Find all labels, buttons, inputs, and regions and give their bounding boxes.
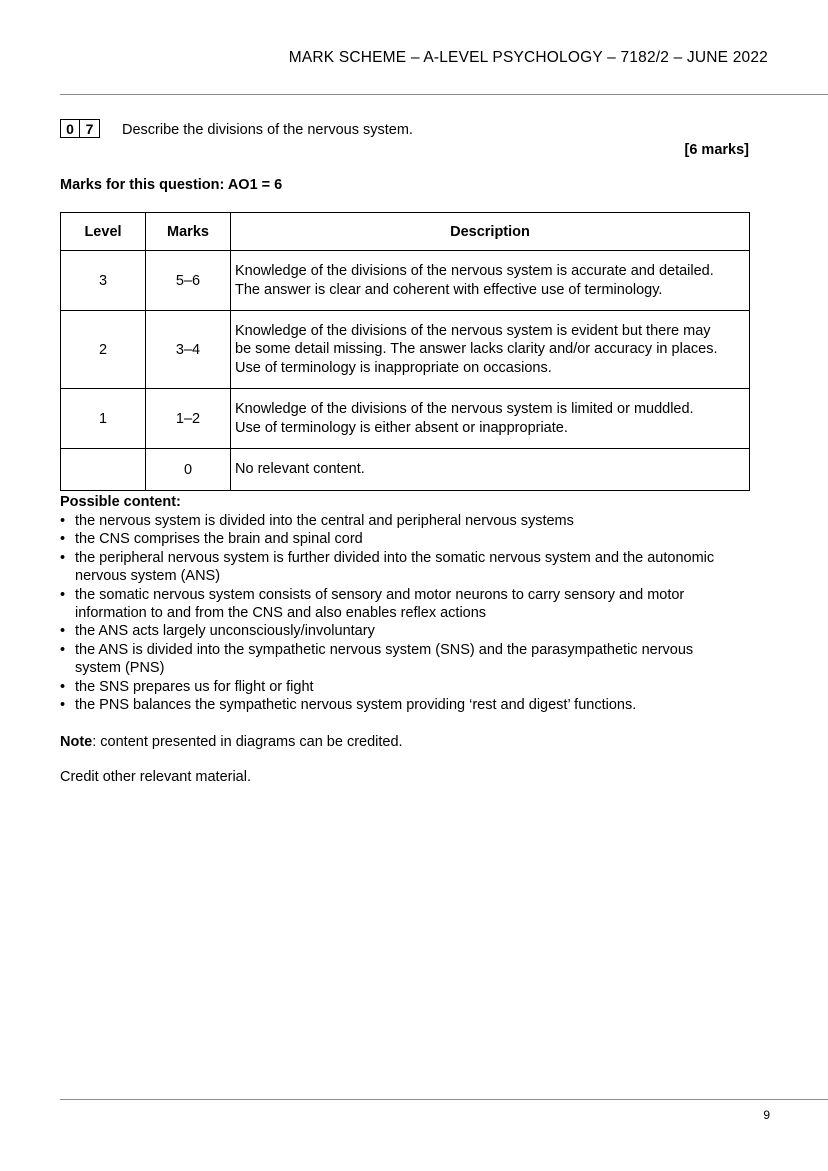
list-item — [60, 549, 760, 586]
list-item-line: • the somatic nervous system consists of sensory and motor neurons to carry sensory and motor — [75, 586, 685, 603]
note-paragraph — [60, 734, 403, 750]
description-line: Knowledge of the divisions of the nervous system is accurate and detailed. — [235, 263, 714, 279]
question-number-box — [60, 119, 100, 138]
level-column-header: Level — [61, 213, 146, 251]
possible-content-heading: Possible content: — [60, 494, 181, 510]
description-line: Knowledge of the divisions of the nervous system is evident but there may — [235, 322, 711, 339]
list-item-line: information to and from the CNS and also enables reflex actions — [75, 605, 487, 622]
list-item-line: • the ANS is divided into the sympathetic nervous system (SNS) and the parasympathetic nervous — [75, 641, 694, 658]
note-text: : content presented in diagrams can be credited. — [92, 734, 403, 750]
list-item — [60, 678, 760, 696]
possible-content-list — [60, 512, 760, 714]
marks-column-header: Marks — [146, 213, 231, 251]
levels-table — [60, 212, 750, 491]
assessment-objective: Marks for this question: AO1 = 6 — [60, 177, 283, 193]
description-line: Knowledge of the divisions of the nervous system is limited or muddled. — [235, 401, 694, 417]
level-cell: 3 — [61, 251, 146, 311]
description-cell — [231, 311, 750, 389]
description-cell — [231, 389, 750, 449]
list-item-line: • the PNS balances the sympathetic nervous system providing ‘rest and digest’ functions. — [75, 697, 637, 714]
description-cell — [231, 449, 750, 491]
list-item — [60, 512, 760, 530]
list-item-line: • the nervous system is divided into the central and peripheral nervous systems — [75, 513, 574, 529]
question-marks: [6 marks] — [684, 142, 749, 158]
description-line: Use of terminology is inappropriate on occasions. — [235, 359, 552, 376]
note-label: Note — [60, 734, 93, 750]
description-line: The answer is clear and coherent with effective use of terminology. — [235, 281, 663, 298]
table-row — [61, 449, 750, 491]
marks-cell: 5–6 — [146, 251, 231, 311]
table-row — [61, 311, 750, 389]
list-item — [60, 530, 760, 548]
table-row — [61, 251, 750, 311]
question-text: Describe the divisions of the nervous system. — [122, 122, 413, 138]
question-number-digit: 7 — [80, 119, 100, 138]
description-cell — [231, 251, 750, 311]
marks-cell: 1–2 — [146, 389, 231, 449]
credit-paragraph: Credit other relevant material. — [60, 769, 251, 785]
table-header-row — [61, 213, 750, 251]
marks-cell: 3–4 — [146, 311, 231, 389]
list-item — [60, 622, 760, 640]
level-cell — [61, 449, 146, 491]
page-number: 9 — [763, 1108, 770, 1122]
list-item-line: • the SNS prepares us for flight or fight — [75, 678, 314, 695]
list-item — [60, 641, 760, 678]
header-divider — [60, 94, 828, 95]
list-item-line: • the ANS acts largely unconsciously/involuntary — [75, 623, 375, 640]
description-column-header: Description — [231, 213, 750, 251]
table-row — [61, 389, 750, 449]
description-line: be some detail missing. The answer lacks clarity and/or accuracy in places. — [235, 341, 718, 358]
list-item-line: • the CNS comprises the brain and spinal cord — [75, 531, 363, 548]
list-item-line: nervous system (ANS) — [75, 568, 221, 585]
description-line: No relevant content. — [235, 461, 365, 478]
list-item — [60, 586, 760, 623]
footer-divider — [60, 1099, 828, 1100]
level-cell: 2 — [61, 311, 146, 389]
level-cell: 1 — [61, 389, 146, 449]
list-item — [60, 696, 760, 714]
list-item-line: system (PNS) — [75, 660, 165, 677]
list-item-line: • the peripheral nervous system is further divided into the somatic nervous system and the autonomic — [75, 549, 715, 566]
document-header-title: MARK SCHEME – A-LEVEL PSYCHOLOGY – 7182/2 – JUNE 2022 — [288, 49, 768, 66]
marks-cell: 0 — [146, 449, 231, 491]
question-number-digit: 0 — [60, 119, 80, 138]
description-line: Use of terminology is either absent or inappropriate. — [235, 419, 568, 436]
